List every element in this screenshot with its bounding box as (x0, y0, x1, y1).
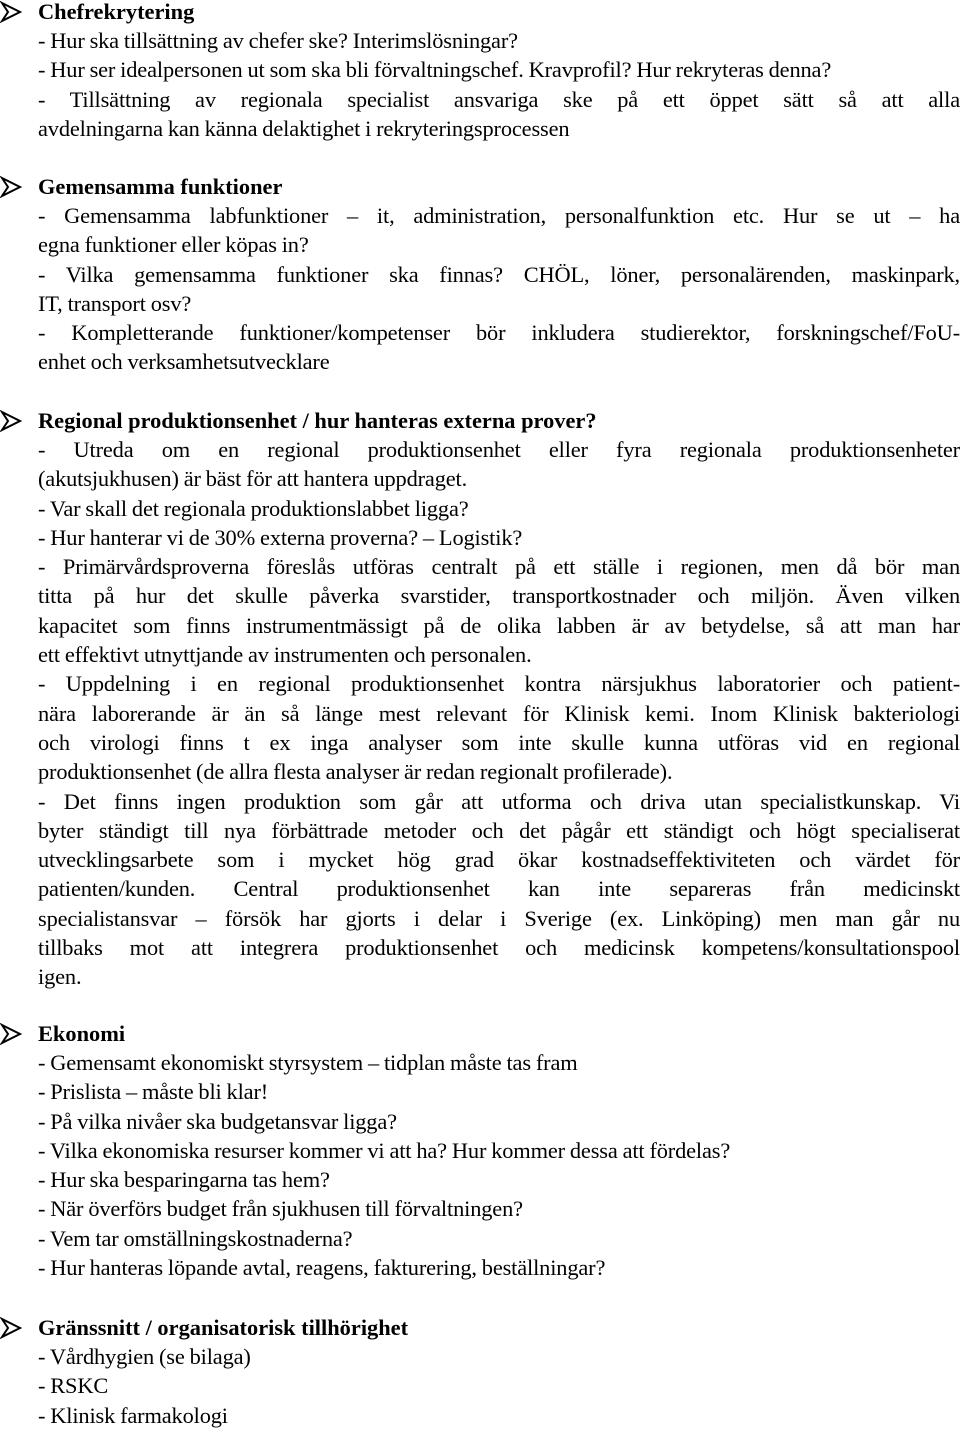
section-heading (0, 1019, 960, 1048)
text-line: - Kompletterande funktioner/kompetenser bör inkludera studierektor, forskningschef/FoU- (38, 320, 960, 346)
text-line: - RSKC (38, 1373, 109, 1399)
section-body (38, 1048, 960, 1282)
heading-text: Gränssnitt / organisatorisk tillhörighet (38, 1315, 409, 1340)
text-line: nära laborerande är än så länge mest relevant för Klinisk kemi. Inom Klinisk bakteriologi (38, 700, 960, 726)
text-line: titta på hur det skulle påverka svarstider, transportkostnader och miljön. Även vilken (38, 583, 960, 609)
section-granssnitt (0, 1313, 960, 1430)
section-body (38, 435, 960, 992)
text-line: - Vem tar omställningskostnaderna? (38, 1225, 353, 1251)
text-line: - Vilka ekonomiska resurser kommer vi att ha? Hur kommer dessa att fördelas? (38, 1137, 731, 1163)
arrowhead-bullet-icon (0, 176, 22, 198)
section-heading (0, 1313, 960, 1342)
text-line: - På vilka nivåer ska budgetansvar ligga? (38, 1108, 397, 1134)
text-line: - Prislista – måste bli klar! (38, 1079, 269, 1105)
heading-text: Ekonomi (38, 1021, 126, 1046)
text-line: tillbaks mot att integrera produktionsenhet och medicinsk kompetens/konsultationspool (38, 935, 960, 961)
text-line: byter ständigt till nya förbättrade metoder och det pågår ett ständigt och högt specialiserat (38, 817, 960, 843)
text-line: - Uppdelning i en regional produktionsenhet kontra närsjukhus laboratorier och patient- (38, 671, 960, 697)
text-line: - Vilka gemensamma funktioner ska finnas? CHÖL, löner, personalärenden, maskinpark, (38, 261, 960, 287)
text-line: - Utreda om en regional produktionsenhet eller fyra regionala produktionsenheter (38, 437, 960, 462)
heading-text: Regional produktionsenhet / hur hanteras externa prover? (38, 408, 597, 433)
heading-text: Gemensamma funktioner (38, 174, 283, 199)
text-line: - Tillsättning av regionala specialist ansvariga ske på ett öppet sätt så att alla (38, 86, 960, 112)
text-line: - Hur ska tillsättning av chefer ske? Interimslösningar? (38, 28, 518, 53)
text-line: specialistansvar – försök har gjorts i delar i Sverige (ex. Linköping) men man går nu (38, 905, 960, 931)
text-line: IT, transport osv? (38, 290, 192, 316)
text-line: - Var skall det regionala produktionslabbet ligga? (38, 495, 469, 521)
section-gemensamma-funktioner (0, 172, 960, 377)
text-line: enhet och verksamhetsutvecklare (38, 349, 330, 375)
section-heading (0, 406, 960, 435)
section-body (38, 201, 960, 377)
text-line: kapacitet som finns instrumentmässigt på de olika labben är av betydelse, så att man har (38, 612, 960, 638)
text-line: - Vårdhygien (se bilaga) (38, 1344, 251, 1369)
text-line: - Hur hanteras löpande avtal, reagens, fakturering, beställningar? (38, 1255, 606, 1281)
section-regional-produktionsenhet (0, 406, 960, 992)
text-line: - Klinisk farmakologi (38, 1402, 228, 1428)
text-line: utvecklingsarbete som i mycket hög grad ökar kostnadseffektiviteten och värdet för (38, 847, 960, 873)
text-line: och virologi finns t ex inga analyser som inte skulle kunna utföras vid en regional (38, 729, 960, 755)
text-line: - Hur ser idealpersonen ut som ska bli förvaltningschef. Kravprofil? Hur rekryteras denna? (38, 57, 832, 83)
section-heading (0, 172, 960, 201)
text-line: igen. (38, 964, 82, 990)
text-line: produktionsenhet (de allra flesta analyser är redan regionalt profilerade). (38, 759, 673, 785)
text-line: - När överförs budget från sjukhusen till förvaltningen? (38, 1196, 523, 1222)
heading-text: Chefrekrytering (38, 0, 195, 24)
arrowhead-bullet-icon (0, 410, 22, 432)
section-body (38, 1342, 960, 1430)
section-heading (0, 0, 960, 26)
text-line: - Gemensamma labfunktioner – it, administration, personalfunktion etc. Hur se ut – ha (38, 203, 960, 228)
text-line: ett effektivt utnyttjande av instrumenten och personalen. (38, 642, 532, 668)
arrowhead-bullet-icon (0, 1317, 22, 1339)
text-line: - Hur ska besparingarna tas hem? (38, 1167, 330, 1193)
text-line: (akutsjukhusen) är bäst för att hantera uppdraget. (38, 466, 468, 492)
arrowhead-bullet-icon (0, 1, 22, 23)
section-body (38, 26, 960, 143)
text-line: - Gemensamt ekonomiskt styrsystem – tidplan måste tas fram (38, 1050, 578, 1075)
text-line: - Det finns ingen produktion som går att utforma och driva utan specialistkunskap. Vi (38, 788, 960, 814)
text-line: egna funktioner eller köpas in? (38, 232, 309, 258)
section-ekonomi (0, 1019, 960, 1282)
text-line: - Primärvårdsproverna föreslås utföras centralt på ett ställe i regionen, men då bör man (38, 554, 960, 580)
text-line: avdelningarna kan känna delaktighet i rekryteringsprocessen (38, 115, 570, 141)
text-line: - Hur hanterar vi de 30% externa proverna? – Logistik? (38, 524, 523, 550)
section-chefrekrytering (0, 0, 960, 143)
arrowhead-bullet-icon (0, 1023, 22, 1045)
text-line: patienten/kunden. Central produktionsenhet kan inte separeras från medicinskt (38, 876, 960, 902)
